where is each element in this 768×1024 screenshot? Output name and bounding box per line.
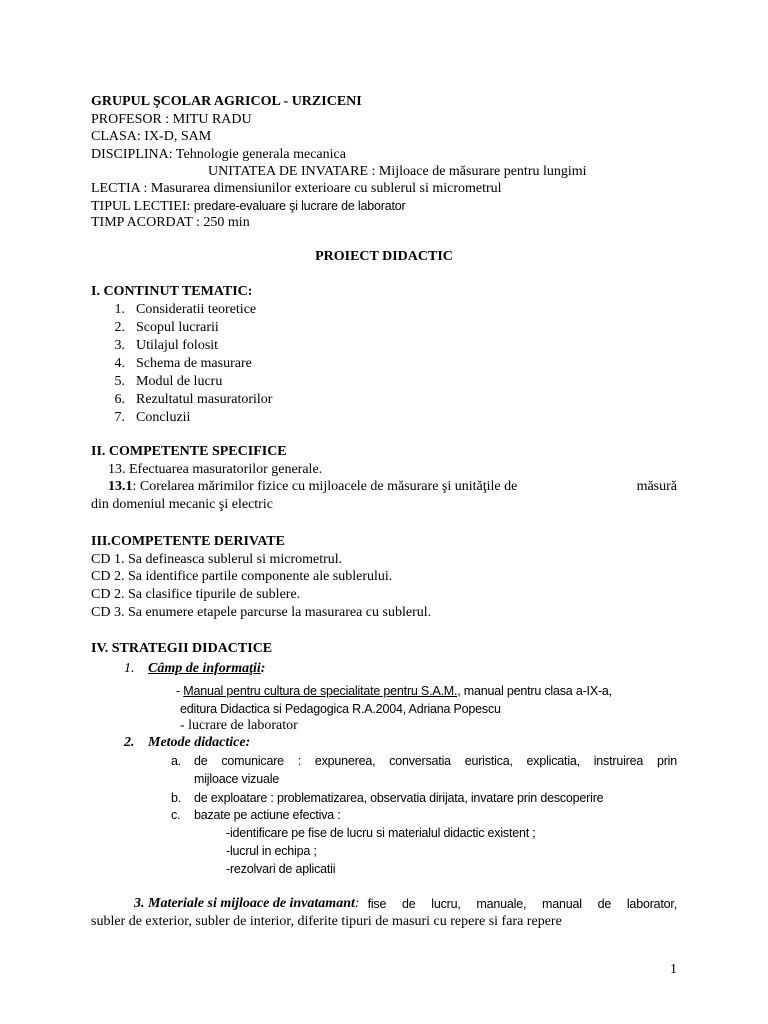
competenta-13-1-num: 13.1: [108, 479, 133, 494]
metoda-a-word: prin: [656, 754, 677, 768]
continut-item-number: 1.: [114, 302, 125, 317]
continut-item: Utilajul folosit: [136, 338, 219, 353]
strategie-2-title: [124, 734, 250, 752]
continut-item: Rezultatul masuratorilor: [136, 392, 273, 407]
clasa-line: CLASA: IX-D, SAM: [91, 129, 212, 144]
materiale-colon: :: [354, 896, 360, 911]
manual-line: [176, 682, 612, 700]
materiale-line: [134, 895, 677, 913]
materiale-word: lucru,: [431, 897, 461, 911]
section-heading-continut: I. CONTINUT TEMATIC:: [91, 284, 253, 299]
metoda-b-text: de exploatare : problematizarea, observatia dirijata, invatare prin descoperire: [194, 791, 604, 805]
metoda-a-word: instruirea: [593, 754, 644, 768]
strategie-1-num: 1.: [124, 661, 135, 676]
materiale-word: manual: [542, 897, 582, 911]
continut-item-number: 6.: [114, 392, 125, 407]
continut-item-number: 4.: [114, 356, 125, 371]
materiale-word: de: [597, 897, 612, 911]
metoda-a-letter: a.: [171, 754, 182, 768]
manual-rest: manual pentru clasa a-IX-a,: [460, 684, 612, 698]
metoda-c-item-3: -rezolvari de aplicatii: [226, 862, 336, 876]
metoda-c-letter: c.: [171, 808, 181, 822]
metoda-a-word: euristica,: [464, 754, 513, 768]
lectia-text: LECTIA : Masurarea dimensiunilor exterioare cu sublerul si micrometrul: [91, 181, 502, 196]
continut-item: Concluzii: [136, 410, 191, 425]
continut-item-number: 2.: [114, 320, 125, 335]
lucrare-line: - lucrare de laborator: [180, 718, 298, 733]
competenta-13: 13. Efectuarea masuratorilor generale.: [108, 462, 323, 477]
cd-item-2: CD 2. Sa identifice partile componente ale sublerului.: [91, 569, 393, 584]
manual-link-text: Manual pentru cultura de specialitate pentru S.A.M.,: [183, 684, 461, 698]
page-number: 1: [670, 962, 677, 977]
strategie-1-colon: :: [260, 661, 266, 676]
materiale-label: 3. Materiale si mijloace de invatamant: [134, 896, 355, 911]
materiale-word: de: [401, 897, 416, 911]
metoda-a-word: :: [297, 754, 302, 768]
section-heading-derivate: III.COMPETENTE DERIVATE: [91, 534, 285, 549]
metoda-c-item-1: -identificare pe fise de lucru si materialul didactic existent ;: [226, 826, 536, 840]
competenta-13-1: [108, 478, 677, 496]
materiale-text-2: subler de exterior, subler de interior, diferite tipuri de masuri cu repere si fara repere: [91, 914, 562, 929]
competenta-13-1-end: măsură: [636, 479, 677, 494]
materiale-words: [368, 895, 677, 913]
cd-item-4: CD 3. Sa enumere etapele parcurse la masurarea cu sublerul.: [91, 605, 432, 620]
timp-line: TIMP ACORDAT : 250 min: [91, 215, 250, 230]
metoda-a-word: conversatia: [389, 754, 451, 768]
continut-item-number: 3.: [114, 338, 125, 353]
metoda-b-letter: b.: [171, 791, 182, 805]
strategie-2-label: Metode didactice:: [148, 735, 251, 750]
tipul-value: predare-evaluare şi lucrare de laborator: [193, 199, 406, 213]
metoda-c-item-2: -lucrul in echipa ;: [226, 844, 317, 858]
metoda-a-word: de: [194, 754, 208, 768]
metoda-a-cont: mijloace vizuale: [194, 772, 280, 786]
metoda-a-word: expunerea,: [314, 754, 376, 768]
strategie-2-num: 2.: [124, 735, 135, 750]
materiale-word: manuale,: [476, 897, 527, 911]
materiale-line-2: [91, 913, 562, 931]
continut-item: Modul de lucru: [136, 374, 223, 389]
section-heading-competente: II. COMPETENTE SPECIFICE: [91, 444, 287, 459]
metoda-c-text: bazate pe actiune efectiva :: [194, 808, 341, 822]
continut-item: Schema de masurare: [136, 356, 252, 371]
competenta-13-1-text: : Corelarea mărimilor fizice cu mijloacele de măsurare şi unităţile de: [132, 479, 518, 494]
materiale-word: fise: [367, 897, 387, 911]
strategie-1-label: Câmp de informaţii: [148, 661, 261, 676]
continut-item-number: 5.: [114, 374, 125, 389]
school-name: GRUPUL ŞCOLAR AGRICOL - URZICENI: [91, 94, 362, 109]
cd-item-3: CD 2. Sa clasifice tipurile de sublere.: [91, 587, 301, 602]
continut-item-number: 7.: [114, 410, 125, 425]
cd-item-1: CD 1. Sa defineasca sublerul si micrometrul.: [91, 552, 343, 567]
disciplina-line: DISCIPLINA: Tehnologie generala mecanica: [91, 147, 346, 162]
editura-line: editura Didactica si Pedagogica R.A.2004, Adriana Popescu: [180, 702, 501, 716]
continut-item: Scopul lucrarii: [136, 320, 219, 335]
tipul-label: TIPUL LECTIEI:: [91, 199, 194, 214]
metoda-a-line: [194, 752, 677, 770]
strategie-1-title: [124, 660, 265, 678]
competenta-13-1-cont: din domeniul mecanic şi electric: [91, 497, 273, 512]
profesor-line: PROFESOR : MITU RADU: [91, 112, 252, 127]
section-heading-strategii: IV. STRATEGII DIDACTICE: [91, 641, 273, 656]
unitatea-line: UNITATEA DE INVATARE : Mijloace de măsurare pentru lungimi: [208, 164, 587, 179]
continut-item: Consideratii teoretice: [136, 302, 257, 317]
manual-dash: -: [176, 684, 184, 698]
metoda-a-word: explicatia,: [526, 754, 580, 768]
materiale-word: laborator,: [626, 897, 677, 911]
page-title: PROIECT DIDACTIC: [315, 249, 453, 264]
metoda-a-word: comunicare: [221, 754, 284, 768]
lectia-line: [91, 180, 502, 198]
